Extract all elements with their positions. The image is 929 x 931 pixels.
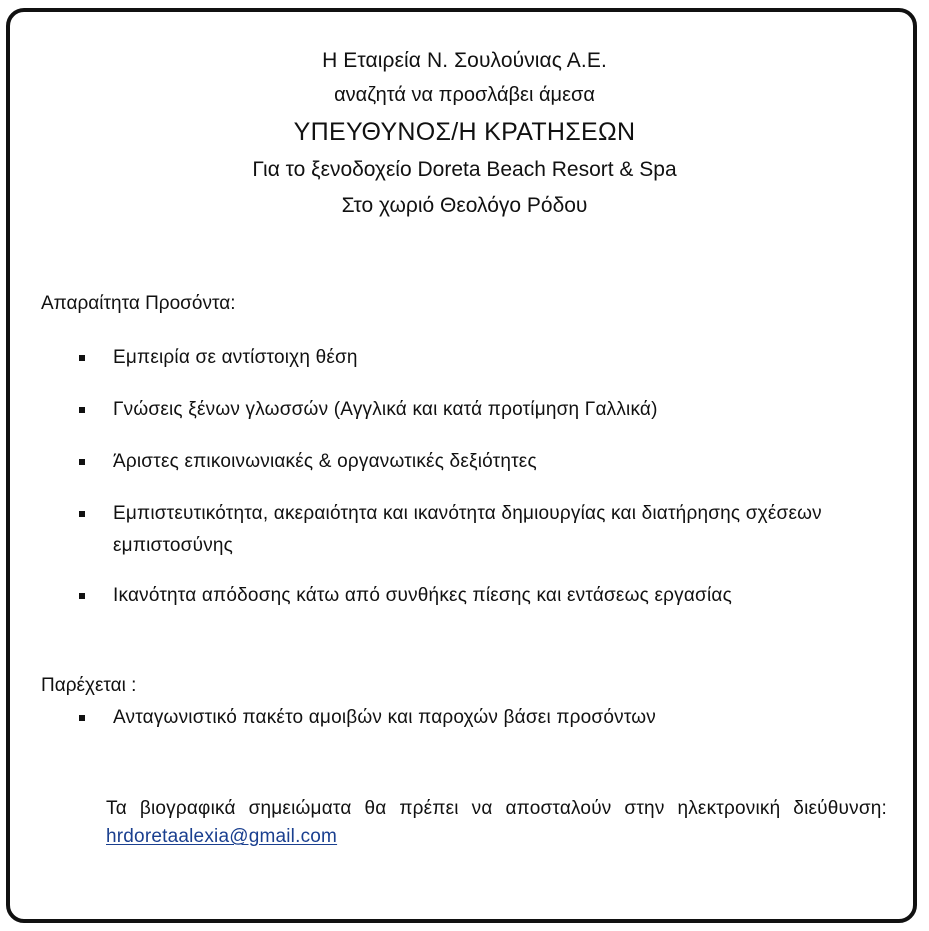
offer-item (0, 702, 929, 734)
bullet-square-icon (79, 511, 85, 517)
requirement-text: Εμπιστευτικότητα, ακεραιότητα και ικανότητα δημιουργίας και διατήρησης σχέσεων εμπιστοσύνης (113, 503, 822, 556)
offers-list (0, 702, 929, 734)
requirements-heading: Απαραίτητα Προσόντα: (41, 293, 236, 314)
hotel-location: Στο χωριό Θεολόγο Ρόδου (341, 194, 588, 217)
requirement-text: Άριστες επικοινωνιακές & οργανωτικές δεξιότητες (113, 451, 537, 472)
requirement-item (0, 446, 929, 478)
job-ad-header (0, 44, 929, 224)
company-name: Η Εταιρεία Ν. Σουλούνιας Α.Ε. (322, 49, 607, 72)
requirement-item (0, 394, 929, 426)
bullet-square-icon (79, 459, 85, 465)
requirement-text: Γνώσεις ξένων γλωσσών (Αγγλικά και κατά προτίμηση Γαλλικά) (113, 399, 658, 420)
contact-email-link[interactable]: hrdoretaalexia@gmail.com (106, 826, 338, 847)
position-title: ΥΠΕΥΘΥΝΟΣ/Η ΚΡΑΤΗΣΕΩΝ (293, 118, 636, 146)
bullet-square-icon (79, 355, 85, 361)
bullet-square-icon (79, 593, 85, 599)
offers-heading: Παρέχεται : (41, 675, 137, 696)
bullet-square-icon (79, 715, 85, 721)
hotel-name: Για το ξενοδοχείο Doreta Beach Resort & Spa (252, 158, 677, 181)
hiring-statement: αναζητά να προσλάβει άμεσα (334, 84, 595, 106)
requirements-list (0, 342, 929, 632)
offer-text: Ανταγωνιστικό πακέτο αμοιβών και παροχών βάσει προσόντων (113, 707, 656, 728)
requirement-item (0, 580, 929, 612)
application-instructions (106, 795, 887, 851)
bullet-square-icon (79, 407, 85, 413)
requirement-text: Ικανότητα απόδοσης κάτω από συνθήκες πίεσης και εντάσεως εργασίας (113, 585, 732, 606)
requirement-item (0, 342, 929, 374)
requirement-item (0, 498, 929, 562)
requirement-text: Εμπειρία σε αντίστοιχη θέση (113, 347, 358, 368)
application-text: Τα βιογραφικά σημειώματα θα πρέπει να αποσταλούν στην ηλεκτρονική διεύθυνση: (106, 798, 887, 819)
